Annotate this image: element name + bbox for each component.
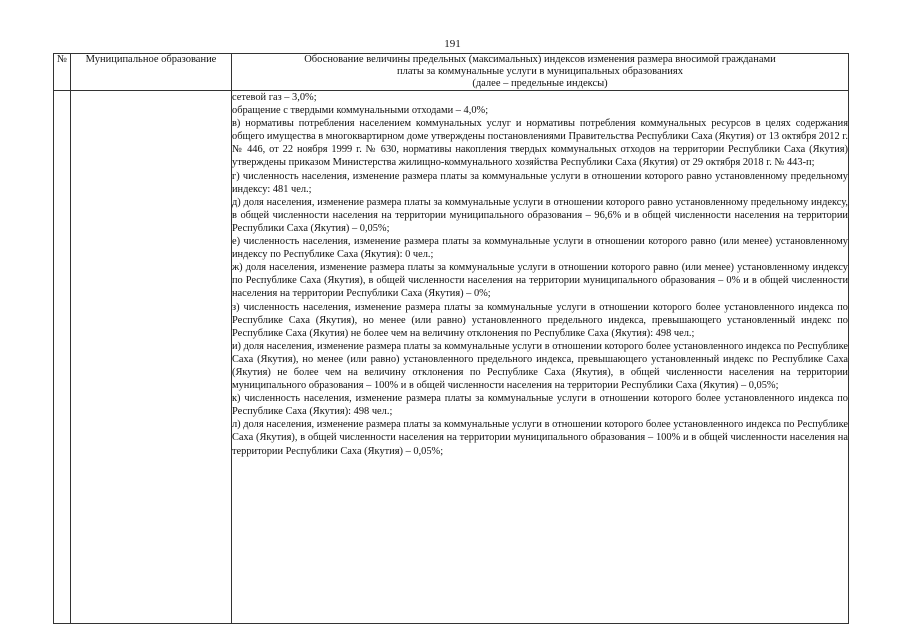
paragraph-g: г) численность населения, изменение размера платы за коммунальные услуги в отношении которого равно установленному предельному индексу: 481 чел.;: [232, 170, 848, 195]
table-row: [54, 91, 849, 624]
header-number: №: [54, 54, 71, 91]
header-municipality: Муниципальное образование: [71, 54, 232, 91]
table-header-row: [54, 54, 849, 91]
justification-table: [53, 53, 849, 624]
header-justification-line-2: платы за коммунальные услуги в муниципальных образованиях: [397, 66, 683, 77]
paragraph-l: л) доля населения, изменение размера платы за коммунальные услуги в отношении которого более установленного индекса по Республике Саха (Якутия), в общей численности населения на территории муниципального образования – 100% и в общей численности населения на территории Республики Саха (Якутия) – 0,05%;: [232, 419, 848, 457]
paragraph-k: к) численность населения, изменение размера платы за коммунальные услуги в отношении которого более установленного индекса по Республике Саха (Якутия): 498 чел.;: [232, 393, 848, 418]
paragraph-solid-waste: обращение с твердыми коммунальными отходами – 4,0%;: [232, 105, 489, 117]
page-number: 191: [444, 38, 461, 50]
paragraph-gas: сетевой газ – 3,0%;: [232, 92, 317, 103]
number-cell: [54, 91, 71, 624]
municipality-cell: [71, 91, 232, 624]
paragraph-e: е) численность населения, изменение размера платы за коммунальные услуги в отношении которого равно (или менее) установленному индексу по Республике Саха (Якутия): 0 чел.;: [232, 236, 848, 261]
paragraph-v: в) нормативы потребления населением коммунальных услуг и нормативы потребления коммунальных ресурсов в целях содержания общего имущества в многоквартирном доме утверждены постановлениями Правительства Республики Саха (Якутия) от 13 октября 2012 г. № 446, от 22 ноября 1999 г. № 630, нормативы накопления твердых коммунальных отходов на территории Республики Саха (Якутия) утверждены приказом Министерства жилищно-коммунального хозяйства Республики Саха (Якутия) от 29 октября 2018 г. № 443-п;: [232, 118, 848, 169]
paragraph-i: и) доля населения, изменение размера платы за коммунальные услуги в отношении которого более установленного индекса по Республике Саха (Якутия), но менее (или равно) установленного предельного индекса, превышающего установленный индекс по Республике Саха (Якутия) не более чем на величину отклонения по Республике Саха (Якутия), в общей численности населения на территории муниципального образования – 100% и в общей численности населения на территории Республики Саха (Якутия) – 0,05%;: [232, 340, 848, 392]
header-justification-line-3: (далее – предельные индексы): [472, 78, 608, 89]
paragraph-zh: ж) доля населения, изменение размера платы за коммунальные услуги в отношении которого равно (или менее) установленному индексу по Республике Саха (Якутия), в общей численности населения на территории муниципального образования – 0% и в общей численности населения на территории Республики Саха (Якутия) – 0%;: [232, 262, 848, 300]
header-justification-line-1: Обоснование величины предельных (максимальных) индексов изменения размера вносимой гражданами: [304, 54, 776, 65]
paragraph-d: д) доля населения, изменение размера платы за коммунальные услуги в отношении которого равно установленному предельному индексу, в общей численности населения на территории муниципального образования – 96,6% и в общей численности населения на территории Республики Саха (Якутия) – 0,05%;: [232, 196, 848, 234]
header-justification: [232, 54, 849, 91]
paragraph-z: з) численность населения, изменение размера платы за коммунальные услуги в отношении которого более установленного индекса по Республике Саха (Якутия), но менее (или равно) установленного предельного индекса, превышающего установленный индекс по Республике Саха (Якутия) не более чем на величину отклонения по Республике Саха (Якутия): 498 чел.;: [232, 301, 848, 339]
justification-cell: [232, 91, 849, 624]
